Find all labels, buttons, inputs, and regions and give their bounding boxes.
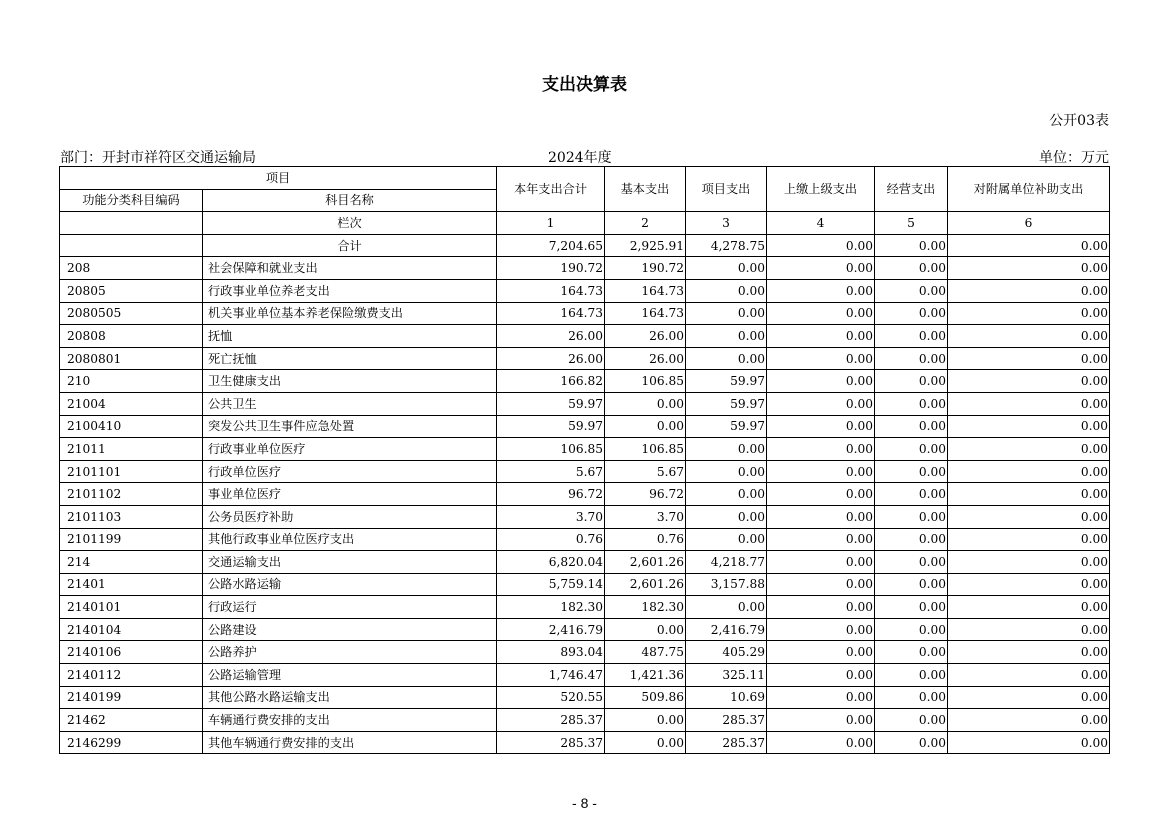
amount-cell: 0.00 [767, 347, 875, 370]
table-row [60, 325, 1110, 348]
amount-cell: 0.00 [686, 302, 767, 325]
amount-cell: 59.97 [686, 370, 767, 393]
amount-cell: 0.00 [948, 505, 1110, 528]
table-row [60, 596, 1110, 619]
amount-cell: 190.72 [497, 257, 605, 280]
table-row [60, 302, 1110, 325]
header-name: 科目名称 [203, 189, 497, 212]
subject-name: 其他行政事业单位医疗支出 [203, 528, 497, 551]
subject-code: 21004 [60, 392, 203, 415]
header-subsidy: 对附属单位补助支出 [948, 167, 1110, 212]
amount-cell: 0.00 [767, 257, 875, 280]
amount-cell: 0.76 [497, 528, 605, 551]
subject-code: 21011 [60, 438, 203, 461]
amount-cell: 5,759.14 [497, 573, 605, 596]
subject-code: 208 [60, 257, 203, 280]
amount-cell: 0.00 [767, 392, 875, 415]
amount-cell: 0.00 [948, 302, 1110, 325]
table-row [60, 573, 1110, 596]
amount-cell: 0.00 [948, 551, 1110, 574]
amount-cell: 0.00 [767, 573, 875, 596]
table-row [60, 460, 1110, 483]
amount-cell: 0.00 [948, 573, 1110, 596]
subject-code: 2140104 [60, 618, 203, 641]
subject-code: 2101199 [60, 528, 203, 551]
amount-cell: 0.00 [767, 483, 875, 506]
amount-cell: 0.00 [875, 325, 948, 348]
column-index: 5 [875, 212, 948, 235]
amount-cell: 10.69 [686, 686, 767, 709]
amount-cell: 0.00 [948, 618, 1110, 641]
amount-cell: 0.00 [767, 325, 875, 348]
amount-cell: 0.00 [948, 257, 1110, 280]
subject-name: 公务员医疗补助 [203, 505, 497, 528]
amount-cell: 0.00 [948, 596, 1110, 619]
amount-cell: 0.76 [605, 528, 686, 551]
table-row [60, 686, 1110, 709]
table-row [60, 709, 1110, 732]
amount-cell: 285.37 [497, 709, 605, 732]
total-label: 合计 [203, 234, 497, 257]
header-project: 项目 [60, 167, 497, 190]
amount-cell: 26.00 [497, 325, 605, 348]
table-row [60, 438, 1110, 461]
table-row [60, 505, 1110, 528]
amount-cell: 164.73 [605, 279, 686, 302]
amount-cell: 0.00 [767, 370, 875, 393]
amount-cell: 0.00 [875, 257, 948, 280]
subject-name: 行政运行 [203, 596, 497, 619]
subject-name: 卫生健康支出 [203, 370, 497, 393]
amount-cell: 5.67 [497, 460, 605, 483]
amount-cell: 0.00 [875, 596, 948, 619]
amount-cell: 0.00 [767, 279, 875, 302]
amount-cell: 0.00 [875, 731, 948, 754]
amount-cell: 0.00 [875, 483, 948, 506]
table-row [60, 731, 1110, 754]
amount-cell: 285.37 [686, 709, 767, 732]
amount-cell: 0.00 [875, 438, 948, 461]
subject-name: 抚恤 [203, 325, 497, 348]
amount-cell: 0.00 [948, 392, 1110, 415]
amount-cell: 0.00 [948, 641, 1110, 664]
amount-cell: 0.00 [948, 483, 1110, 506]
amount-cell: 59.97 [497, 392, 605, 415]
expenditure-table [59, 166, 1110, 754]
column-index: 1 [497, 212, 605, 235]
amount-cell: 0.00 [605, 731, 686, 754]
subject-name: 交通运输支出 [203, 551, 497, 574]
amount-cell: 0.00 [875, 664, 948, 687]
header-business: 经营支出 [875, 167, 948, 212]
amount-cell: 0.00 [875, 709, 948, 732]
column-index: 4 [767, 212, 875, 235]
amount-cell: 0.00 [686, 257, 767, 280]
amount-cell: 164.73 [605, 302, 686, 325]
subject-name: 公路养护 [203, 641, 497, 664]
amount-cell: 0.00 [875, 573, 948, 596]
subject-code: 2080505 [60, 302, 203, 325]
subject-name: 社会保障和就业支出 [203, 257, 497, 280]
subject-name: 突发公共卫生事件应急处置 [203, 415, 497, 438]
amount-cell: 0.00 [605, 709, 686, 732]
amount-cell: 0.00 [767, 664, 875, 687]
subject-code: 21462 [60, 709, 203, 732]
header-upper-level: 上缴上级支出 [767, 167, 875, 212]
table-row [60, 279, 1110, 302]
amount-cell: 285.37 [497, 731, 605, 754]
amount-cell: 0.00 [948, 731, 1110, 754]
amount-cell: 0.00 [875, 279, 948, 302]
amount-cell: 0.00 [767, 709, 875, 732]
amount-cell: 0.00 [767, 686, 875, 709]
subject-code: 210 [60, 370, 203, 393]
column-index-label: 栏次 [203, 212, 497, 235]
amount-cell: 2,416.79 [686, 618, 767, 641]
amount-cell: 0.00 [948, 528, 1110, 551]
amount-cell: 0.00 [686, 325, 767, 348]
amount-cell: 2,601.26 [605, 551, 686, 574]
column-index-blank [60, 212, 203, 235]
amount-cell: 0.00 [875, 347, 948, 370]
subject-name: 事业单位医疗 [203, 483, 497, 506]
header-code: 功能分类科目编码 [60, 189, 203, 212]
amount-cell: 106.85 [605, 370, 686, 393]
amount-cell: 1,746.47 [497, 664, 605, 687]
amount-cell: 285.37 [686, 731, 767, 754]
amount-cell: 0.00 [767, 460, 875, 483]
amount-cell: 190.72 [605, 257, 686, 280]
amount-cell: 59.97 [686, 415, 767, 438]
amount-cell: 0.00 [875, 392, 948, 415]
amount-cell: 2,416.79 [497, 618, 605, 641]
subject-name: 公共卫生 [203, 392, 497, 415]
amount-cell: 96.72 [605, 483, 686, 506]
amount-cell: 0.00 [875, 415, 948, 438]
amount-cell: 509.86 [605, 686, 686, 709]
table-row [60, 392, 1110, 415]
amount-cell: 5.67 [605, 460, 686, 483]
subject-name: 行政单位医疗 [203, 460, 497, 483]
table-row [60, 483, 1110, 506]
header-basic: 基本支出 [605, 167, 686, 212]
amount-cell: 0.00 [686, 596, 767, 619]
amount-cell: 0.00 [948, 686, 1110, 709]
amount-cell: 0.00 [948, 709, 1110, 732]
amount-cell: 405.29 [686, 641, 767, 664]
subject-code: 2101103 [60, 505, 203, 528]
subject-name: 行政事业单位养老支出 [203, 279, 497, 302]
amount-cell: 0.00 [767, 302, 875, 325]
amount-cell: 0.00 [767, 731, 875, 754]
amount-cell: 0.00 [767, 505, 875, 528]
subject-name: 公路运输管理 [203, 664, 497, 687]
subject-name: 死亡抚恤 [203, 347, 497, 370]
table-row [60, 551, 1110, 574]
subject-code: 2080801 [60, 347, 203, 370]
table-body [60, 257, 1110, 754]
amount-cell: 164.73 [497, 302, 605, 325]
page-number: - 8 - [572, 795, 597, 811]
amount-cell: 106.85 [497, 438, 605, 461]
amount-cell: 0.00 [875, 618, 948, 641]
amount-cell: 182.30 [605, 596, 686, 619]
subject-code: 2101102 [60, 483, 203, 506]
amount-cell: 2,601.26 [605, 573, 686, 596]
subject-name: 公路水路运输 [203, 573, 497, 596]
amount-cell: 3.70 [497, 505, 605, 528]
subject-name: 公路建设 [203, 618, 497, 641]
amount-cell: 325.11 [686, 664, 767, 687]
table-row [60, 641, 1110, 664]
subject-code: 2140101 [60, 596, 203, 619]
amount-cell: 96.72 [497, 483, 605, 506]
amount-cell: 59.97 [497, 415, 605, 438]
amount-cell: 487.75 [605, 641, 686, 664]
amount-cell: 0.00 [875, 551, 948, 574]
amount-cell: 0.00 [875, 460, 948, 483]
amount-cell: 0.00 [948, 370, 1110, 393]
amount-cell: 0.00 [767, 641, 875, 664]
table-row [60, 528, 1110, 551]
subject-code: 2140106 [60, 641, 203, 664]
amount-cell: 0.00 [767, 618, 875, 641]
amount-cell: 0.00 [686, 460, 767, 483]
amount-cell: 0.00 [686, 528, 767, 551]
amount-cell: 0.00 [605, 392, 686, 415]
amount-cell: 0.00 [948, 438, 1110, 461]
table-row [60, 347, 1110, 370]
subject-code: 20808 [60, 325, 203, 348]
amount-cell: 0.00 [948, 347, 1110, 370]
amount-cell: 0.00 [948, 664, 1110, 687]
amount-cell: 0.00 [686, 483, 767, 506]
subject-code: 2140112 [60, 664, 203, 687]
subject-code: 2100410 [60, 415, 203, 438]
subject-code: 20805 [60, 279, 203, 302]
amount-cell: 0.00 [605, 618, 686, 641]
subject-name: 其他公路水路运输支出 [203, 686, 497, 709]
amount-cell: 0.00 [875, 686, 948, 709]
subject-name: 其他车辆通行费安排的支出 [203, 731, 497, 754]
amount-cell: 0.00 [875, 641, 948, 664]
total-cell: 0.00 [948, 234, 1110, 257]
amount-cell: 164.73 [497, 279, 605, 302]
header-total: 本年支出合计 [497, 167, 605, 212]
amount-cell: 166.82 [497, 370, 605, 393]
amount-cell: 26.00 [605, 325, 686, 348]
amount-cell: 0.00 [767, 551, 875, 574]
amount-cell: 182.30 [497, 596, 605, 619]
amount-cell: 0.00 [686, 279, 767, 302]
subject-code: 2140199 [60, 686, 203, 709]
total-cell: 4,278.75 [686, 234, 767, 257]
amount-cell: 3,157.88 [686, 573, 767, 596]
fiscal-year: 2024年度 [548, 150, 612, 166]
subject-code: 214 [60, 551, 203, 574]
amount-cell: 0.00 [605, 415, 686, 438]
amount-cell: 0.00 [948, 325, 1110, 348]
amount-cell: 1,421.36 [605, 664, 686, 687]
column-index: 2 [605, 212, 686, 235]
amount-cell: 6,820.04 [497, 551, 605, 574]
amount-cell: 106.85 [605, 438, 686, 461]
total-cell: 0.00 [875, 234, 948, 257]
table-row [60, 257, 1110, 280]
amount-cell: 0.00 [767, 415, 875, 438]
amount-cell: 0.00 [948, 279, 1110, 302]
report-title: 支出决算表 [542, 75, 627, 95]
amount-cell: 0.00 [948, 460, 1110, 483]
table-row [60, 370, 1110, 393]
amount-cell: 0.00 [686, 505, 767, 528]
subject-code: 21401 [60, 573, 203, 596]
form-number: 公开03表 [1049, 113, 1109, 129]
amount-cell: 3.70 [605, 505, 686, 528]
total-code-blank [60, 234, 203, 257]
column-index: 3 [686, 212, 767, 235]
total-cell: 2,925.91 [605, 234, 686, 257]
total-cell: 7,204.65 [497, 234, 605, 257]
amount-cell: 0.00 [767, 528, 875, 551]
subject-name: 行政事业单位医疗 [203, 438, 497, 461]
header-project-expense: 项目支出 [686, 167, 767, 212]
amount-cell: 0.00 [875, 528, 948, 551]
amount-cell: 59.97 [686, 392, 767, 415]
amount-cell: 0.00 [686, 438, 767, 461]
amount-cell: 26.00 [497, 347, 605, 370]
amount-cell: 26.00 [605, 347, 686, 370]
subject-name: 机关事业单位基本养老保险缴费支出 [203, 302, 497, 325]
amount-cell: 0.00 [686, 347, 767, 370]
column-index: 6 [948, 212, 1110, 235]
total-cell: 0.00 [767, 234, 875, 257]
unit-label: 单位：万元 [1039, 150, 1109, 166]
subject-code: 2101101 [60, 460, 203, 483]
table-row [60, 618, 1110, 641]
amount-cell: 0.00 [875, 302, 948, 325]
amount-cell: 520.55 [497, 686, 605, 709]
amount-cell: 0.00 [767, 438, 875, 461]
amount-cell: 0.00 [767, 596, 875, 619]
subject-name: 车辆通行费安排的支出 [203, 709, 497, 732]
amount-cell: 0.00 [875, 505, 948, 528]
table-row [60, 664, 1110, 687]
department-label: 部门：开封市祥符区交通运输局 [60, 150, 256, 166]
amount-cell: 0.00 [948, 415, 1110, 438]
amount-cell: 893.04 [497, 641, 605, 664]
amount-cell: 0.00 [875, 370, 948, 393]
subject-code: 2146299 [60, 731, 203, 754]
table-row [60, 415, 1110, 438]
total-row [60, 234, 1110, 257]
amount-cell: 4,218.77 [686, 551, 767, 574]
